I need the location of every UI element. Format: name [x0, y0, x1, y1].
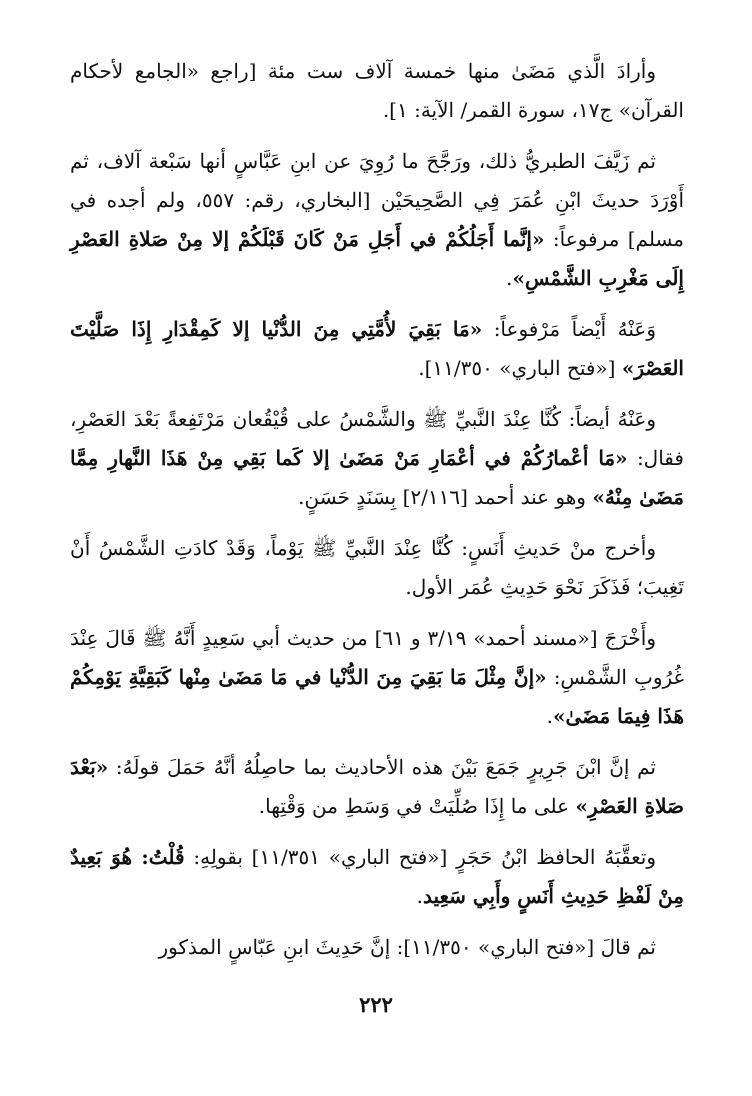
- paragraph-5: [70, 529, 684, 607]
- paragraph-3-before: وَعَنْهُ أَيْضاً مَرْفوعاً:: [482, 317, 656, 341]
- paragraph-5-text: وأخرج منْ حَديثِ أَنَسٍ: كُنَّا عِنْدَ النَّبيِّ ﷺ يَوْماً، وَقَدْ كادَتِ الشَّمْسُ أَنْ تَغِيبَ؛ فَذَكَرَ نَحْوَ حَدِيثِ عُمَر الأول.: [70, 536, 684, 599]
- page-number: ٢٢٢: [359, 992, 393, 1017]
- paragraph-6-before: وأَخْرَجَ [«مسند أحمد» ٣/١٩ و ٦١] من حديث أبي سَعِيدٍ أَنَّهُ ﷺ قَالَ عِنْدَ غُرُوبِ الشَّمْسِ:: [70, 626, 684, 689]
- paragraph-2: [70, 142, 684, 298]
- paragraph-4-before: وعَنْهُ أيضاً: كُنَّا عِنْدَ النَّبيِّ ﷺ والشَّمْسُ على قُيْقُعان مَرْتَفِعةً بَعْدَ العَصْرِ، فقال:: [70, 407, 684, 470]
- paragraph-8: [70, 838, 684, 916]
- paragraph-7: [70, 748, 684, 826]
- paragraph-2-after: .: [506, 266, 513, 290]
- paragraph-2-hadith: «إنَّما أَجَلُكُمْ في أَجَلِ مَنْ كَانَ قَبْلَكُمْ إلا مِنْ صَلاةِ العَصْرِ إِلَى مَغْرِبِ الشَّمْسِ»: [70, 227, 684, 290]
- paragraph-6: [70, 619, 684, 736]
- paragraph-9: [70, 928, 684, 967]
- paragraph-9-text: ثم قالَ [«فتح الباري» ١١/٣٥٠]: إنَّ حَدِيثَ ابنِ عَبّاسٍ المذكور: [158, 935, 656, 959]
- paragraph-1-text: وأرادَ الَّذي مَضَىٰ منها خمسة آلاف ست مئة [راجع «الجامع لأحكام القرآن» ج١٧، سورة القمر/ الآية: ١].: [70, 59, 684, 122]
- paragraph-6-hadith: «إنَّ مِثْلَ مَا بَقِيَ مِنَ الدُّنْيا في مَا مَضَىٰ مِنْها كَبَقِيَّةِ يَوْمِكُمْ هَذَا فِيمَا مَضَىٰ»: [70, 665, 684, 728]
- paragraph-2-before: ثم زَيَّفَ الطبريُّ ذلك، ورَجَّحَ ما رُوِيَ عن ابنِ عَبَّاسٍ أنها سَبْعة آلاف، ثم أَوْرَدَ حديثَ ابْنِ عُمَرَ فِي الصَّحِيحَيْن [البخاري، رقم: ٥٥٧، ولم أجده في مسلم] مرفوعاً:: [70, 149, 685, 251]
- paragraph-6-after: .: [546, 704, 553, 728]
- paragraph-8-after: .: [416, 884, 423, 908]
- paragraph-3-hadith: «مَا بَقِيَ لأُمَّتِي مِنَ الدُّنْيا إلا كَمِقْدَارِ إِذَا صَلَّيْتَ العَصْرَ»: [70, 317, 684, 380]
- paragraph-7-before: ثم إنَّ ابْنَ جَرِيرٍ جَمَعَ بَيْنَ هذه الأحاديث بما حاصِلُهُ أنَّهُ حَمَلَ قولَهُ:: [108, 755, 656, 779]
- page-body: [70, 52, 684, 979]
- paragraph-3: [70, 310, 684, 388]
- paragraph-4-after: وهو عند أحمد [٢/١١٦] بِسَنَدٍ حَسَنٍ.: [298, 485, 593, 509]
- paragraph-8-before: وتعقَّبَهُ الحافظ ابْنُ حَجَرٍ [«فتح الباري» ١١/٣٥١] بقولِهِ:: [184, 845, 656, 869]
- paragraph-3-after: [«فتح الباري» ١١/٣٥٠].: [418, 356, 622, 380]
- paragraph-4: [70, 400, 684, 517]
- paragraph-1: [70, 52, 684, 130]
- paragraph-8-quote: قُلْتُ: هُوَ بَعِيدٌ مِنْ لَفْظِ حَدِيثِ أَنَسٍ وأَبِي سَعِيد: [70, 845, 684, 908]
- paragraph-7-after: على ما إِذَا صُلِّيَتْ في وَسَطِ من وَقْتِها.: [258, 794, 576, 818]
- paragraph-4-hadith: «مَا أعْمارُكُمْ في أعْمَارِ مَنْ مَضَىٰ إلا كَما بَقِي مِنْ هَذَا النَّهارِ مِمَّا مَضَىٰ مِنْهُ»: [70, 446, 684, 509]
- paragraph-7-hadith: «بَعْدَ صَلاةِ العَصْرِ»: [70, 755, 684, 818]
